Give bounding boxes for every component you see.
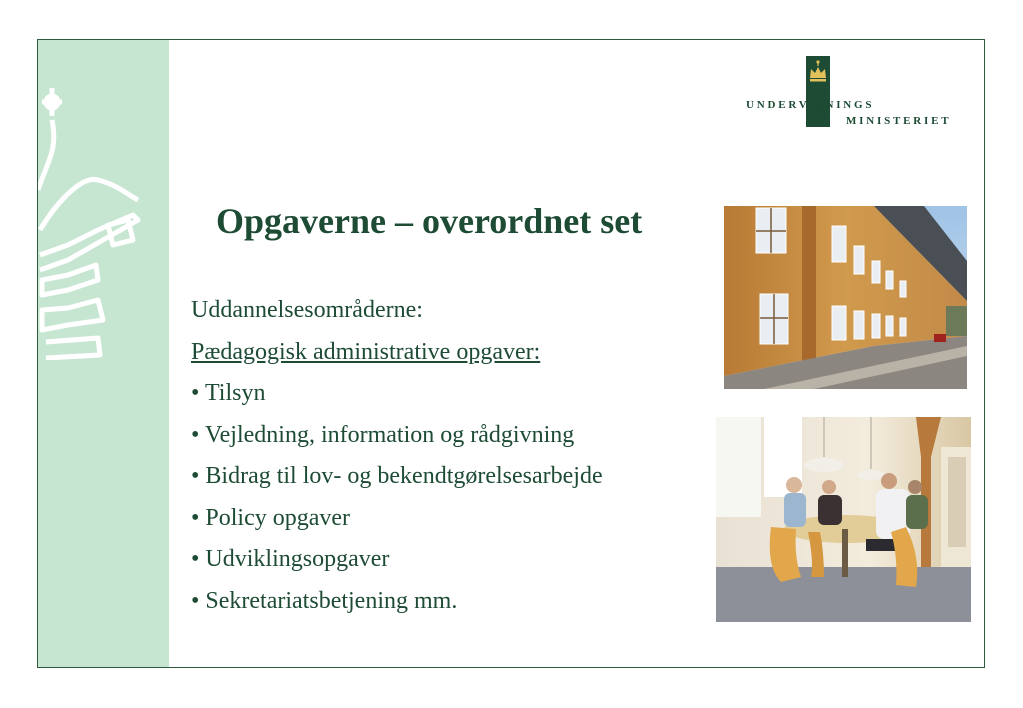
logo-text-line1: UNDERVISNINGS — [746, 99, 875, 111]
meeting-photo — [716, 417, 971, 622]
heading-paedagogisk: Pædagogisk administrative opgaver: — [191, 338, 541, 365]
sidebar-band — [38, 40, 169, 667]
slide — [37, 39, 985, 668]
bullet-item: • Sekretariatsbetjening mm. — [191, 587, 458, 614]
bullet-item: • Policy opgaver — [191, 504, 351, 531]
bullet-item: • Tilsyn — [191, 380, 266, 406]
logo-text-line2: MINISTERIET — [846, 115, 952, 127]
bullet-item: • Udviklingsopgaver — [191, 546, 390, 572]
crown-logo-icon — [806, 56, 830, 127]
bullet-item: • Vejledning, information og rådgivning — [191, 421, 575, 448]
slide-title: Opgaverne – overordnet set — [216, 201, 643, 241]
bullet-item: • Bidrag til lov- og bekendtgørelsesarbejde — [191, 463, 603, 489]
crown-watermark-icon — [38, 80, 168, 360]
ministry-logo — [746, 56, 966, 131]
slide-content — [191, 290, 731, 622]
heading-uddannelse: Uddannelsesområderne: — [191, 297, 423, 323]
building-photo — [724, 206, 967, 389]
